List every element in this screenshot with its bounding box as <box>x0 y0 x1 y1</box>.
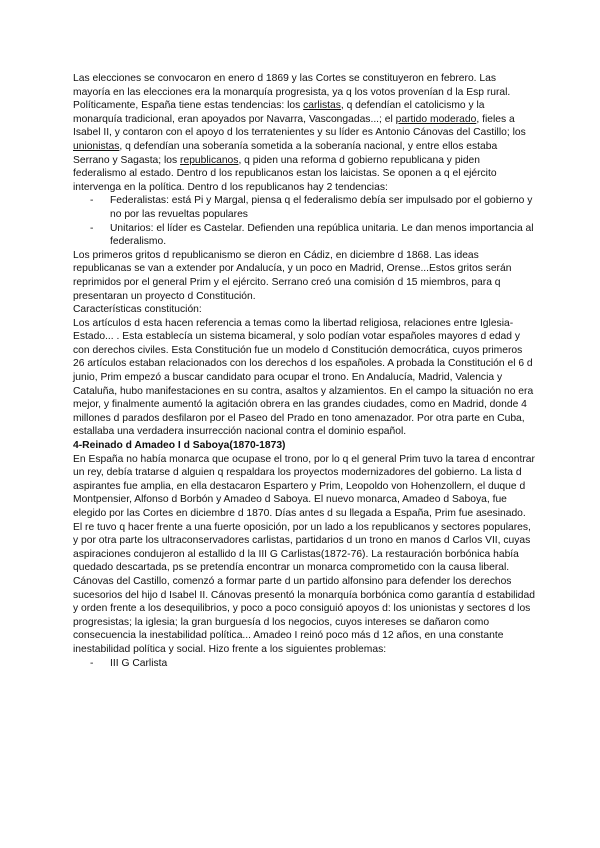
underlined-term-republicanos: republicanos <box>180 154 239 166</box>
text-segment: , q piden una reforma d gobierno republicana y piden federalismo al estado. Dentro d los republicanos estan los laicistas. Se oponen a q el ejército intervenga en la política. Dentro d los republicanos hay 2 tendencias: <box>73 154 497 193</box>
paragraph-political-tendencies <box>73 99 535 194</box>
bullet-dash: - <box>90 657 94 669</box>
list-item-text: Federalistas: está Pi y Margal, piensa q el federalismo debía ser impulsado por el gobierno y no por las revueltas populares <box>110 195 533 220</box>
paragraph-amadeo: En España no había monarca que ocupase el trono, por lo q el general Prim tuvo la tarea d encontrar un rey, debía tratarse d alguien q respaldara los proyectos modernizadores del gobierno. La lista d aspirantes fue amplia, en ella destacaron Espartero y Prim, Leopoldo von Hohenzollern, el duque d Montpensier, Alfonso d Borbón y Amadeo d Saboya. El nuevo monarca, Amadeo d Saboya, fue elegido por las Cortes en diciembre d 1870. Días antes d su llegada a España, Prim fue asesinado. El re tuvo q hacer frente a una fuerte oposición, por un lado a los republicanos y sectores populares, y por otra parte los ultraconservadores carlistas, partidarios d un trono en manos d Carlos VII, cuyas aspiraciones condujeron al estallido d la III G Carlistas(1872-76). La restauración borbónica había quedado descartada, ps se pretendía encontrar un monarca comprometido con la causa liberal. Cánovas del Castillo, comenzó a formar parte d un partido alfonsino para defender los derechos sucesorios del hijo d Isabel II. Cánovas presentó la monarquía borbónica como garantía d estabilidad y orden frente a los desequilibrios, y poco a poco consiguió apoyos d: los unionistas y sectores d los progresistas; la iglesia; la gran burguesía d los negocios, cuyos intereses se dañaron como consecuencia la inestabilidad política... Amadeo I reinó poco más d 12 años, en una constante inestabilidad política y social. Hizo frente a los siguientes problemas: <box>73 453 535 655</box>
list-item <box>73 222 535 249</box>
list-item-text: Unitarios: el líder es Castelar. Defienden una república unitaria. Le dan menos importancia al federalismo. <box>110 222 534 248</box>
text-segment: Políticamente, España tiene estas tendencias: los <box>73 100 304 112</box>
paragraph-republicanism: Los primeros gritos d republicanismo se dieron en Cádiz, en diciembre d 1868. Las ideas republicanas se van a extender por Andalucía, y un poco en Madrid, Orense...Estos gritos serán reprimidos por el general Prim y el ejército. Serrano creó una comisión d 15 miembros, para q presentaran un proyecto d Constitución. <box>73 249 512 302</box>
bullet-dash: - <box>90 222 94 234</box>
underlined-term-partido-moderado: partido moderado <box>395 113 477 125</box>
underlined-term-carlistas: carlistas <box>303 100 341 112</box>
list-item-text: III G Carlista <box>110 657 168 669</box>
text-segment: , q defendían el catolicismo y la monarquía tradicional, eran apoyados por Navarra, Vascongadas...; el <box>73 100 485 125</box>
list-item <box>73 657 535 671</box>
underlined-term-unionistas: unionistas <box>73 140 120 152</box>
list-item <box>73 194 535 221</box>
problems-list <box>73 657 535 671</box>
paragraph-constitution-label: Características constitución: <box>73 304 202 316</box>
text-segment: , q defendían una soberanía sometida a la soberanía nacional, y entre ellos estaba Serrano y Sagasta; los <box>73 140 498 166</box>
paragraph-elections: Las elecciones se convocaron en enero d 1869 y las Cortes se constituyeron en febrero. Las mayoría en las elecciones era la monarquía progresista, ya q los votos provenían d la Esp rural. <box>73 73 511 98</box>
republican-tendencies-list <box>73 194 535 248</box>
document-page <box>73 72 535 670</box>
section-heading: 4-Reinado d Amadeo I d Saboya(1870-1873) <box>73 440 286 452</box>
text-segment: , fieles a Isabel II, y contaron con el apoyo d los terratenientes y su líder es Antonio Cánovas del Castillo; los <box>73 113 526 139</box>
bullet-dash: - <box>90 195 94 207</box>
paragraph-constitution: Los artículos d esta hacen referencia a temas como la libertad religiosa, relaciones entre Iglesia-Estado... . Esta establecía un sistema bicameral, y solo podían votar españoles mayores d edad y con derechos civiles. Esta Constitución fue un modelo d Constitución democrática, cuyos primeros 26 artículos estaban relacionados con los derechos d los españoles. A probada la Constitución el 6 d junio, Prim empezó a buscar candidato para ocupar el trono. En Andalucía, Madrid, Valencia y Cataluña, hubo manifestaciones en su contra, asaltos y alzamientos. En el campo la situación no era mejor, y finalmente aumentó la agitación obrera en las grandes ciudades, como en Madrid, donde 4 millones d parados desfilaron por el Paseo del Prado en tono amenazador. Por otra parte en Cuba, estallaba una verdadera insurrección nacional contra el dominio español. <box>73 317 534 438</box>
